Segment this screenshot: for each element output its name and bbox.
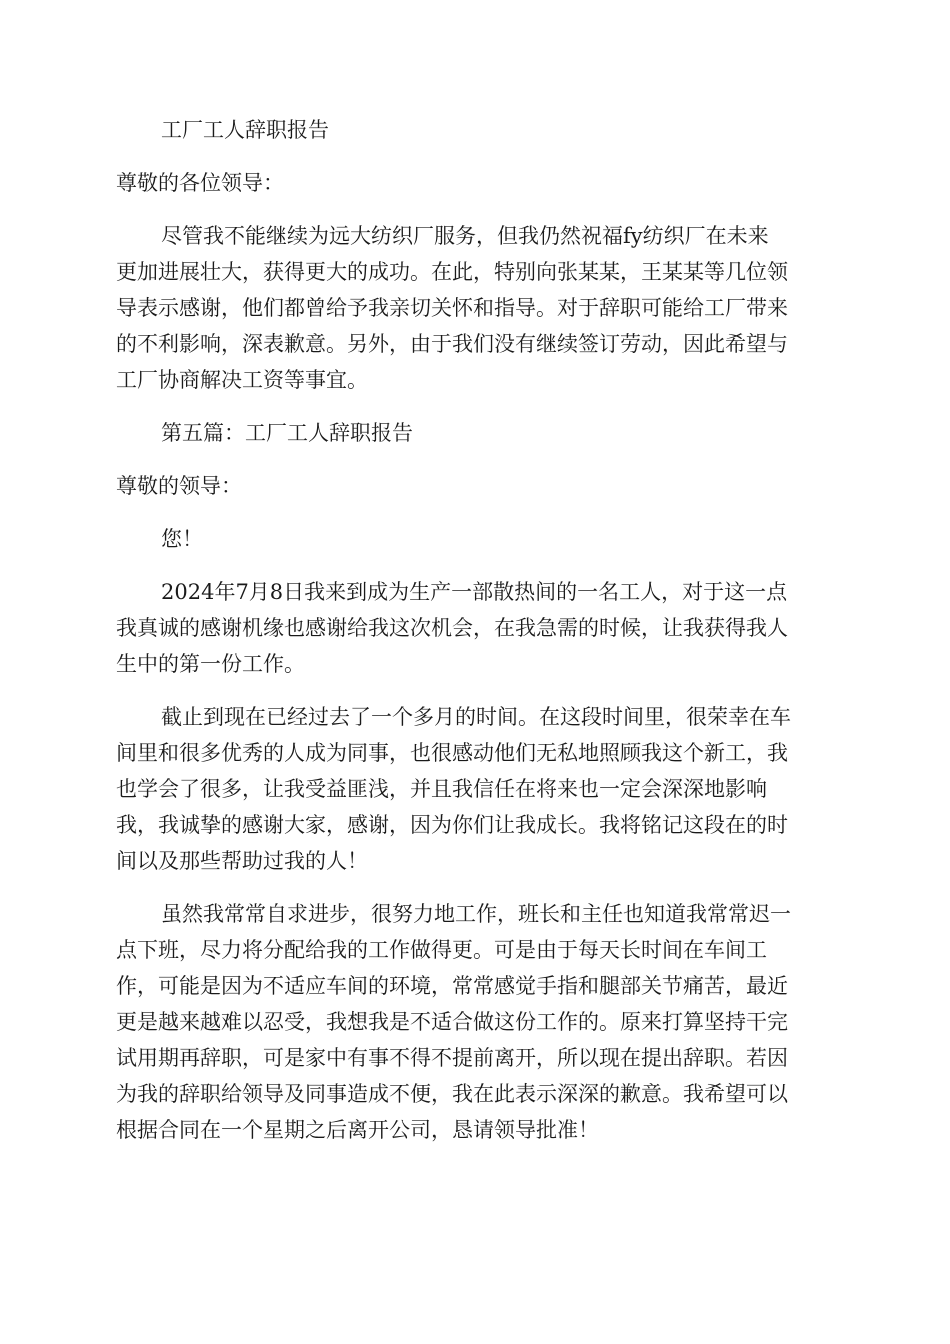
paragraph-line: 更是越来越难以忍受，我想我是不适合做这份工作的。原来打算坚持干完 <box>116 1010 788 1034</box>
paragraph-line: 作，可能是因为不适应车间的环境，常常感觉手指和腿部关节痛苦，最近 <box>116 974 788 998</box>
paragraph-line: 导表示感谢，他们都曾给予我亲切关怀和指导。对于辞职可能给工厂带来 <box>116 296 788 320</box>
paragraph-line: 我，我诚挚的感谢大家，感谢，因为你们让我成长。我将铭记这段在的时 <box>116 813 788 837</box>
paragraph-line: 间以及那些帮助过我的人！ <box>116 849 368 873</box>
paragraph-line: 试用期再辞职，可是家中有事不得不提前离开，所以现在提出辞职。若因 <box>116 1046 788 1070</box>
paragraph-line: 截止到现在已经过去了一个多月的时间。在这段时间里，很荣幸在车 <box>161 705 791 729</box>
paragraph-line: 间里和很多优秀的人成为同事，也很感动他们无私地照顾我这个新工，我 <box>116 741 788 765</box>
greeting: 您！ <box>161 527 203 551</box>
paragraph-3 <box>116 699 836 879</box>
salutation: 尊敬的各位领导： <box>116 171 284 195</box>
paragraph-line: 也学会了很多，让我受益匪浅，并且我信任在将来也一定会深深地影响 <box>116 777 767 801</box>
paragraph-line: 点下班，尽力将分配给我的工作做得更。可是由于每天长时间在车间工 <box>116 938 767 962</box>
paragraph-line: 为我的辞职给领导及同事造成不便，我在此表示深深的歉意。我希望可以 <box>116 1082 788 1106</box>
paragraph-line: 虽然我常常自求进步，很努力地工作，班长和主任也知道我常常迟一 <box>161 902 791 926</box>
paragraph-line: 工厂协商解决工资等事宜。 <box>116 368 368 392</box>
paragraph-1 <box>116 218 836 398</box>
salutation: 尊敬的领导： <box>116 474 242 498</box>
paragraph-line: 更加进展壮大，获得更大的成功。在此，特别向张某某，王某某等几位领 <box>116 260 788 284</box>
paragraph-line: 2024年7月8日我来到成为生产一部散热间的一名工人，对于这一点 <box>161 580 788 604</box>
paragraph-2 <box>116 574 836 682</box>
paragraph-line: 根据合同在一个星期之后离开公司，恳请领导批准！ <box>116 1118 599 1142</box>
paragraph-line: 我真诚的感谢机缘也感谢给我这次机会，在我急需的时候，让我获得我人 <box>116 616 788 640</box>
paragraph-line: 的不利影响，深表歉意。另外，由于我们没有继续签订劳动，因此希望与 <box>116 332 788 356</box>
paragraph-line: 尽管我不能继续为远大纺织厂服务，但我仍然祝福fy纺织厂在未来 <box>161 224 769 248</box>
section-heading: 第五篇：工厂工人辞职报告 <box>161 421 413 445</box>
paragraph-4 <box>116 896 836 1148</box>
paragraph-line: 生中的第一份工作。 <box>116 652 305 676</box>
document-title: 工厂工人辞职报告 <box>161 118 329 142</box>
document-body <box>116 112 836 1165</box>
